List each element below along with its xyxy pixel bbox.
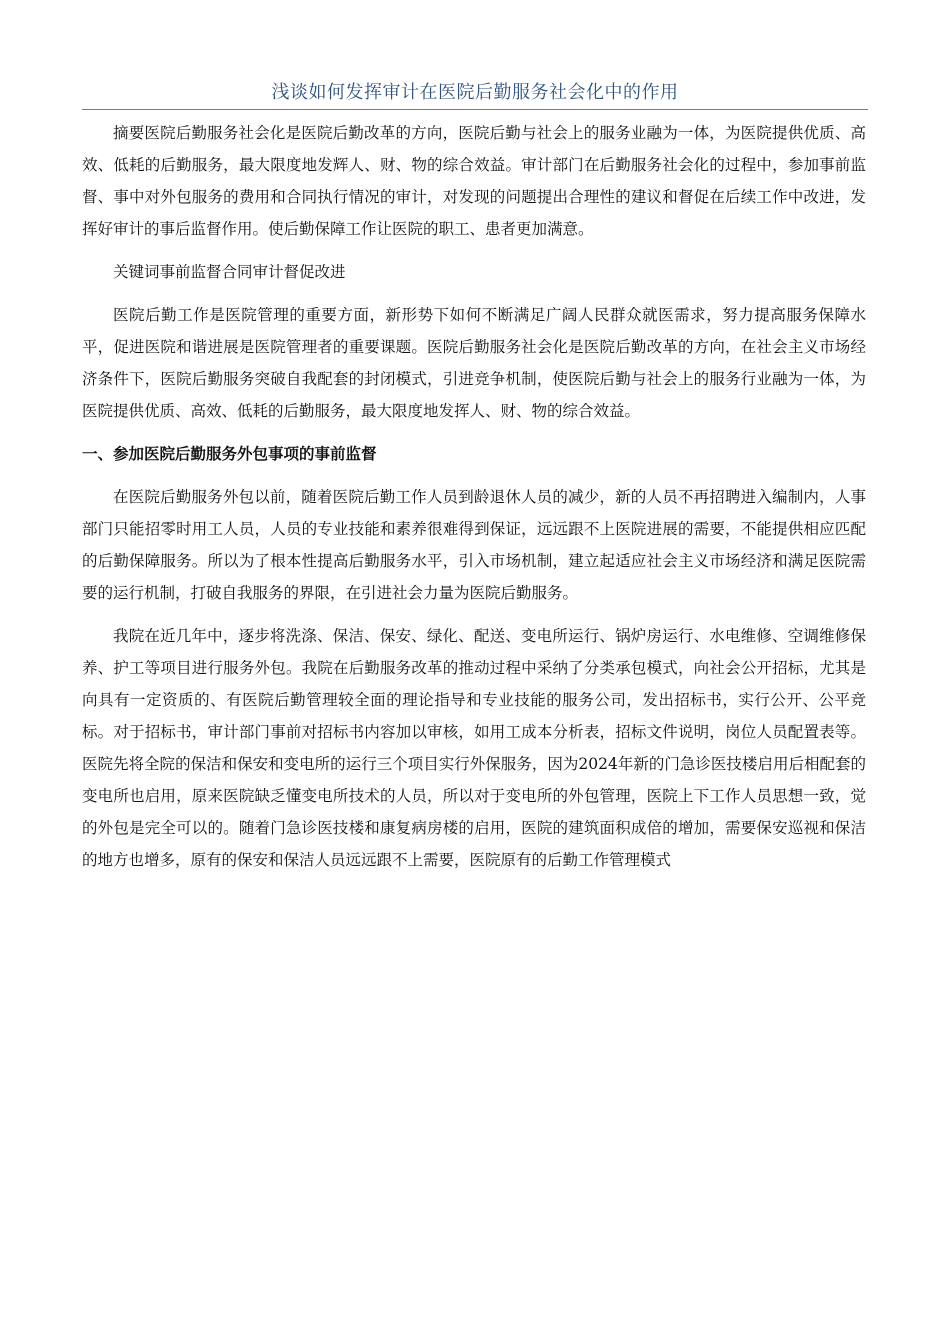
- title-underline: [82, 109, 868, 110]
- document-body: [82, 117, 866, 876]
- section-paragraph-1: 在医院后勤服务外包以前，随着医院后勤工作人员到龄退休人员的减少，新的人员不再招聘进入编制内，人事部门只能招零时用工人员，人员的专业技能和素养很难得到保证，远远跟不上医院进展的需要，不能提供相应匹配的后勤保障服务。所以为了根本性提高后勤服务水平，引入市场机制，建立起适应社会主义市场经济和满足医院需要的运行机制，打破自我服务的界限，在引进社会力量为医院后勤服务。: [82, 488, 866, 602]
- section-heading: 一、参加医院后勤服务外包事项的事前监督: [82, 445, 377, 463]
- keywords-paragraph: 关键词事前监督合同审计督促改进: [113, 263, 346, 281]
- intro-paragraph: 医院后勤工作是医院管理的重要方面，新形势下如何不断满足广阔人民群众就医需求，努力提高服务保障水平，促进医院和谐进展是医院管理者的重要课题。医院后勤服务社会化是医院后勤改革的方向，在社会主义市场经济条件下，医院后勤服务突破自我配套的封闭模式，引进竞争机制，使医院后勤与社会上的服务行业融为一体，为医院提供优质、高效、低耗的后勤服务，最大限度地发挥人、财、物的综合效益。: [82, 306, 866, 420]
- document-title: 浅谈如何发挥审计在医院后勤服务社会化中的作用: [271, 82, 679, 103]
- section-paragraph-2: 我院在近几年中，逐步将洗涤、保洁、保安、绿化、配送、变电所运行、锅炉房运行、水电维修、空调维修保养、护工等项目进行服务外包。我院在后勤服务改革的推动过程中采纳了分类承包模式，向社会公开招标，尤其是向具有一定资质的、有医院后勤管理较全面的理论指导和专业技能的服务公司，发出招标书，实行公开、公平竞标。对于招标书，审计部门事前对招标书内容加以审核，如用工成本分析表，招标文件说明，岗位人员配置表等。医院先将全院的保洁和保安和变电所的运行三个项目实行外保服务，因为2024年新的门急诊医技楼启用后相配套的变电所也启用，原来医院缺乏懂变电所技术的人员，所以对于变电所的外包管理，医院上下工作人员思想一致，觉的外包是完全可以的。随着门急诊医技楼和康复病房楼的启用，医院的建筑面积成倍的增加，需要保安巡视和保洁的地方也增多，原有的保安和保洁人员远远跟不上需要，医院原有的后勤工作管理模式: [82, 627, 866, 869]
- abstract-paragraph: 摘要医院后勤服务社会化是医院后勤改革的方向，医院后勤与社会上的服务业融为一体，为医院提供优质、高效、低耗的后勤服务，最大限度地发辉人、财、物的综合效益。审计部门在后勤服务社会化的过程中，参加事前监督、事中对外包服务的费用和合同执行情况的审计，对发现的问题提出合理性的建议和督促在后续工作中改进，发挥好审计的事后监督作用。使后勤保障工作让医院的职工、患者更加满意。: [82, 124, 866, 238]
